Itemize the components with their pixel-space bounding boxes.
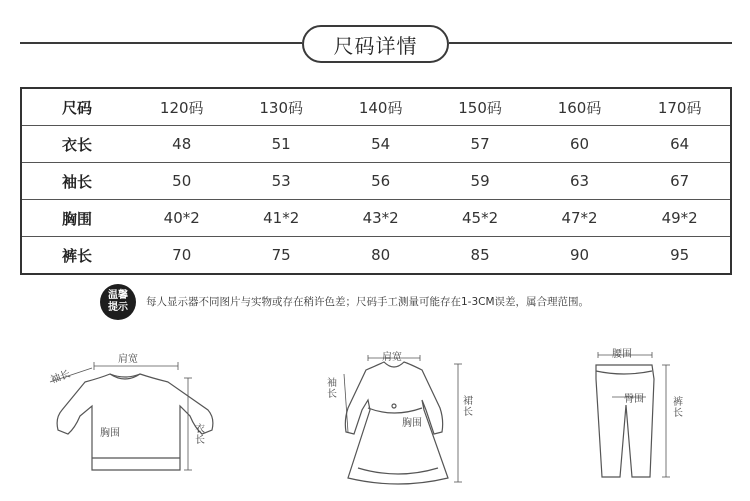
table-cell: 51 bbox=[231, 126, 330, 163]
dress-chest-label: 胸围 bbox=[402, 418, 422, 429]
table-cell: 47*2 bbox=[530, 200, 629, 237]
tip-badge-line1: 温馨 bbox=[108, 290, 128, 301]
table-row bbox=[21, 200, 731, 237]
table-row bbox=[21, 237, 731, 275]
shirt-length-label: 衣长 bbox=[195, 424, 205, 446]
shirt-diagram bbox=[30, 350, 230, 490]
table-cell: 75 bbox=[271, 246, 291, 264]
pants-length-label: 裤长 bbox=[673, 397, 683, 419]
tip-text: 每人显示器不同图片与实物或存在稍许色差；尺码手工测量可能存在1-3CM误差，属合理范围。 bbox=[146, 296, 590, 308]
dress-diagram bbox=[318, 348, 478, 498]
table-cell: 80 bbox=[371, 246, 391, 264]
table-cell: 150码 bbox=[430, 88, 529, 126]
row-label: 尺码 bbox=[21, 88, 132, 126]
table-row bbox=[21, 88, 731, 126]
shirt-chest-label: 胸围 bbox=[100, 428, 120, 439]
table-cell: 120码 bbox=[132, 88, 231, 126]
pants-illustration bbox=[582, 345, 692, 495]
section-title: 尺码详情 bbox=[302, 25, 449, 63]
table-cell: 85 bbox=[470, 246, 490, 264]
table-cell: 130码 bbox=[231, 88, 330, 126]
table-cell: 95 bbox=[670, 246, 690, 264]
table-cell: 160码 bbox=[530, 88, 629, 126]
shirt-sleeve-label: 袖长 bbox=[49, 368, 72, 386]
dress-shoulder-label: 肩宽 bbox=[382, 352, 402, 363]
dress-skirt-label: 裙长 bbox=[463, 396, 473, 418]
table-cell: 49*2 bbox=[629, 200, 731, 237]
shirt-shoulder-label: 肩宽 bbox=[118, 354, 138, 365]
row-label: 衣长 bbox=[21, 126, 132, 163]
size-table bbox=[20, 87, 732, 275]
table-cell: 170码 bbox=[629, 88, 731, 126]
table-row bbox=[21, 163, 731, 200]
table-cell: 56 bbox=[331, 163, 430, 200]
table-cell: 57 bbox=[430, 126, 529, 163]
table-cell: 54 bbox=[331, 126, 430, 163]
table-cell: 43*2 bbox=[331, 200, 430, 237]
row-label: 胸围 bbox=[21, 200, 132, 237]
table-cell: 70 bbox=[172, 246, 192, 264]
table-cell: 48 bbox=[132, 126, 231, 163]
dress-illustration bbox=[318, 348, 478, 498]
title-divider-right bbox=[449, 42, 732, 44]
pants-waist-label: 腰围 bbox=[612, 349, 632, 360]
table-cell: 63 bbox=[530, 163, 629, 200]
table-cell: 90 bbox=[569, 246, 590, 264]
row-label: 袖长 bbox=[21, 163, 132, 200]
table-cell: 59 bbox=[430, 163, 529, 200]
table-cell: 60 bbox=[530, 126, 629, 163]
table-cell: 64 bbox=[629, 126, 731, 163]
table-row bbox=[21, 126, 731, 163]
table-cell: 40*2 bbox=[132, 200, 231, 237]
table-cell: 50 bbox=[132, 163, 231, 200]
title-divider-left bbox=[20, 42, 302, 44]
table-cell: 67 bbox=[629, 163, 731, 200]
pants-hip-label: 臀围 bbox=[624, 394, 644, 405]
table-cell: 53 bbox=[231, 163, 330, 200]
table-cell: 41*2 bbox=[231, 200, 330, 237]
tip-badge bbox=[100, 284, 136, 320]
row-label: 裤长 bbox=[61, 246, 92, 265]
pants-diagram bbox=[582, 345, 692, 495]
tip-badge-line2: 提示 bbox=[108, 302, 128, 313]
dress-sleeve-label: 袖长 bbox=[327, 378, 337, 400]
table-cell: 140码 bbox=[331, 88, 430, 126]
table-cell: 45*2 bbox=[430, 200, 529, 237]
